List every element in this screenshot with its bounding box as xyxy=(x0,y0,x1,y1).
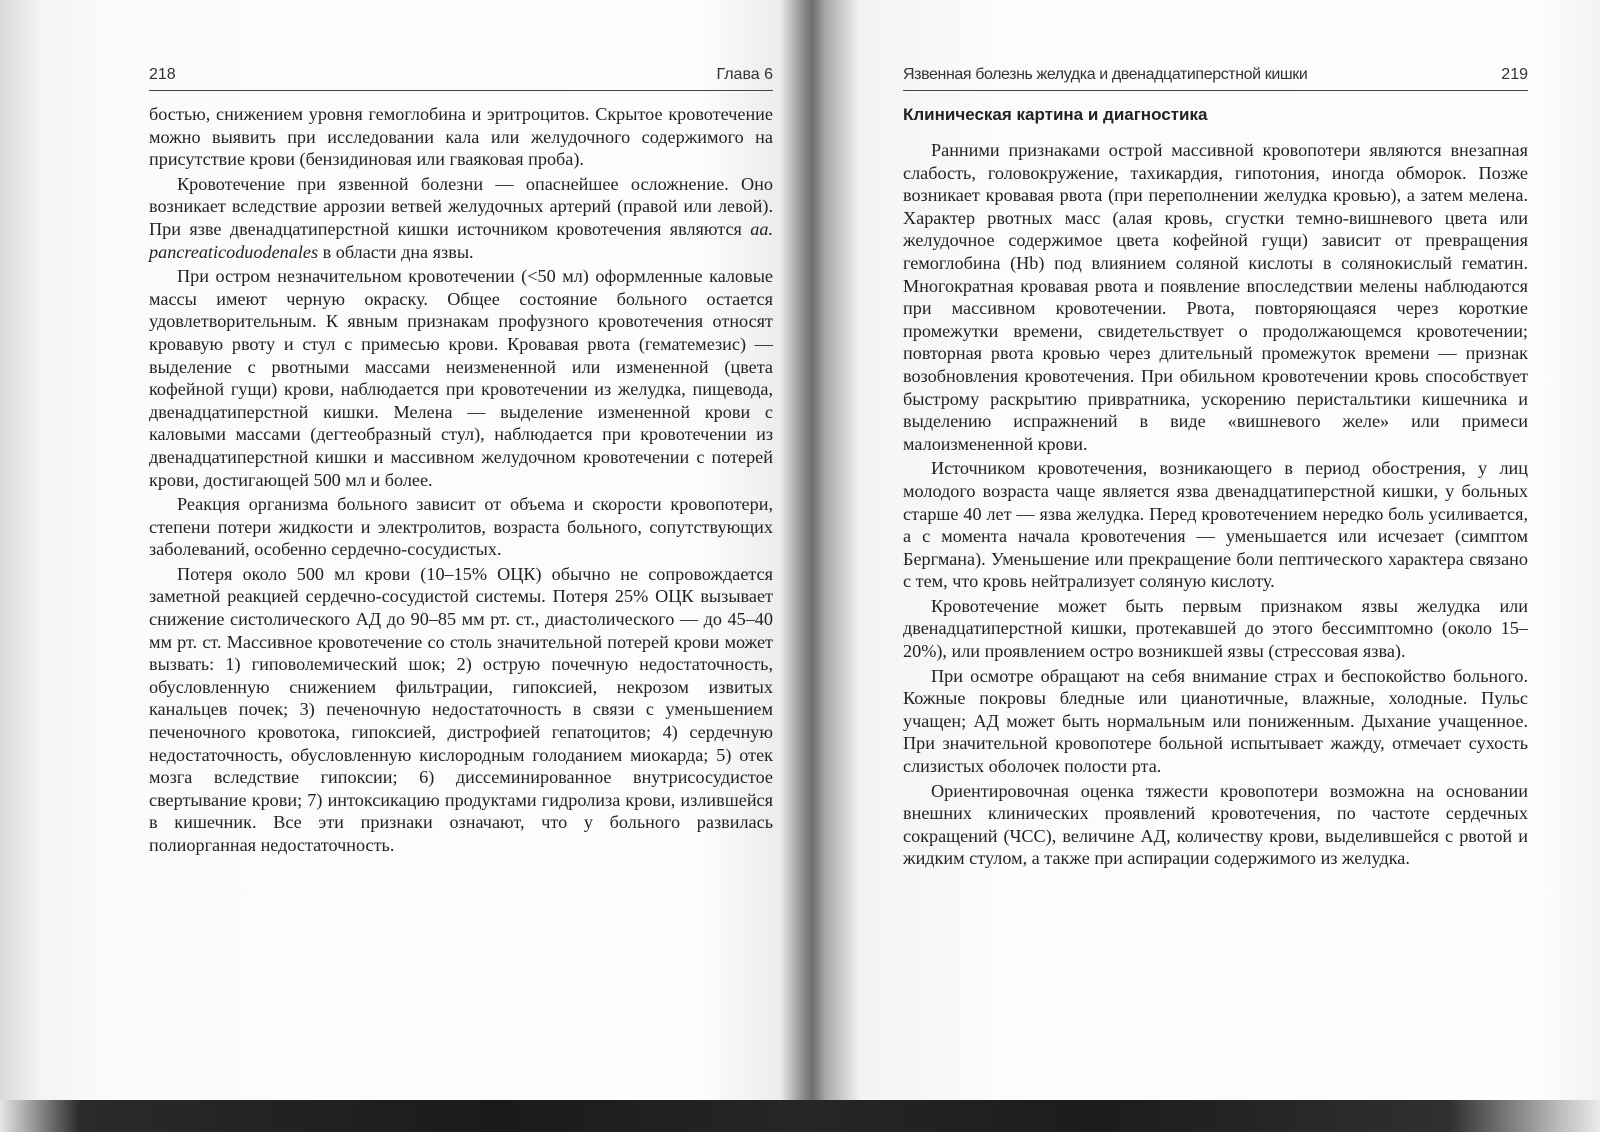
right-page-number: 219 xyxy=(1501,66,1528,83)
left-body-text xyxy=(149,103,773,857)
left-page xyxy=(149,58,773,857)
paragraph: бостью, снижением уровня гемоглобина и эритроцитов. Скрытое кровотечение можно выявить при исследовании кала или желудочного содержимого на присутствие крови (бензидиновая или гваяковая проба). xyxy=(149,104,773,170)
paragraph: При остром незначительном кровотечении (<50 мл) оформленные каловые массы имеют черную окраску. Общее состояние больного остается удовлетворительным. К явным признакам профузного кровотечения относят кровавую рвоту и стул с примесью крови. Кровавая рвота (гематемезис) — выделение с рвотными массами неизмененной или измененной (цвета кофейной гущи) крови, наблюдается при кровотечении из желудка, пищевода, двенадцатиперстной кишки. Мелена — выделение измененной крови с каловыми массами (дегтеобразный стул), наблюдается при кровотечении из двенадцатиперстной кишки и массивном желудочном кровотечении с потерей крови, достигающей 500 мл и более. xyxy=(149,266,773,490)
paragraph: Реакция организма больного зависит от объема и скорости кровопотери, степени потери жидкости и электролитов, возраста больного, сопутствующих заболеваний, особенно сердечно-сосудистых. xyxy=(149,494,773,560)
paragraph-text: Кровотечение при язвенной болезни — опаснейшее осложнение. Оно возникает вследствие аррозии ветвей желудочных артерий (правой или левой). При язве двенадцатиперстной кишки источником кровотечения являются xyxy=(149,173,773,239)
right-body-text xyxy=(903,139,1528,870)
paragraph: При осмотре обращают на себя внимание страх и беспокойство больного. Кожные покровы бледные или цианотичные, влажные, холодные. Пульс учащен; АД может быть нормальным или пониженным. Дыхание учащенное. При значительной кровопотере больной испытывает жажду, отмечает сухость слизистых оболочек полости рта. xyxy=(903,665,1528,777)
section-heading: Клиническая картина и диагностика xyxy=(903,105,1208,124)
paragraph: Потеря около 500 мл крови (10–15% ОЦК) обычно не сопровождается заметной реакцией сердечно-сосудистой системы. Потеря 25% ОЦК вызывает снижение систолического АД до 90–85 мм рт. ст., диастолического — до 45–40 мм рт. ст. Массивное кровотечение со столь значительной потерей крови может вызвать: 1) гиповолемический шок; 2) острую почечную недостаточность, обусловленную снижением фильтрации, гипоксией, некрозом извитых канальцев почек; 3) печеночную недостаточность в связи с уменьшением печеночного кровотока, гипоксией, дистрофией гепатоцитов; 4) сердечную недостаточность, обусловленную кислородным голоданием миокарда; 5) отек мозга вследствие гипоксии; 6) диссеминированное внутрисосудистое свертывание крови; 7) интоксикацию продуктами гидролиза крови, излившейся в кишечник. Все эти признаки означают, что у больного развилась полиорганная недостаточность. xyxy=(149,563,773,855)
paragraph: Кровотечение может быть первым признаком язвы желудка или двенадцатиперстной кишки, протекавшей до этого бессимптомно (около 15–20%), или проявлением остро возникшей язвы (стрессовая язва). xyxy=(903,595,1528,662)
right-page xyxy=(903,58,1528,870)
italic-term: aa. pancreaticoduodenales xyxy=(149,218,774,262)
left-running-head xyxy=(149,58,773,91)
paragraph: Ориентировочная оценка тяжести кровопотери возможна на основании внешних клинических проявлений кровотечения, по частоте сердечных сокращений (ЧСС), величине АД, количеству крови, выделившейся с рвотой и жидким стулом, а также при аспирации содержимого из желудка. xyxy=(903,780,1528,869)
scan-bottom-edge xyxy=(0,1100,1600,1132)
paragraph-text-tail: в области дна язвы. xyxy=(318,241,474,262)
paragraph xyxy=(149,173,773,263)
paragraph: Ранними признаками острой массивной кровопотери являются внезапная слабость, головокружение, тахикардия, гипотония, иногда обморок. Позже возникает кровавая рвота (при переполнении желудка кровью), а затем мелена. Характер рвотных масс (алая кровь, сгустки темно-вишневого цвета или желудочное содержимое цвета кофейной гущи) зависит от превращения гемоглобина (Hb) под влиянием соляной кислоты в солянокислый гематин. Многократная кровавая рвота и появление впоследствии мелены наблюдаются при массивном кровотечении. Рвота, повторяющаяся через короткие промежутки времени, свидетельствует о продолжающемся кровотечении; повторная рвота кровью через длительный промежуток времени — признак возобновления кровотечения. При обильном кровотечении кровь способствует быстрому раскрытию привратника, ускорению перистальтики кишечника и выделению испражнений в виде «вишневого желе» или примеси малоизмененной крови. xyxy=(903,140,1528,454)
right-running-head xyxy=(903,58,1528,91)
left-page-number: 218 xyxy=(149,66,176,83)
chapter-label: Глава 6 xyxy=(716,66,773,83)
running-section-title: Язвенная болезнь желудка и двенадцатиперстной кишки xyxy=(903,66,1308,83)
paragraph: Источником кровотечения, возникающего в период обострения, у лиц молодого возраста чаще является язва двенадцатиперстной кишки, у больных старше 40 лет — язва желудка. Перед кровотечением нередко боль усиливается, а с момента начала кровотечения — уменьшается или исчезает (симптом Бергмана). Уменьшение или прекращение боли пептического характера связано с тем, что кровь нейтрализует соляную кислоту. xyxy=(903,458,1528,592)
